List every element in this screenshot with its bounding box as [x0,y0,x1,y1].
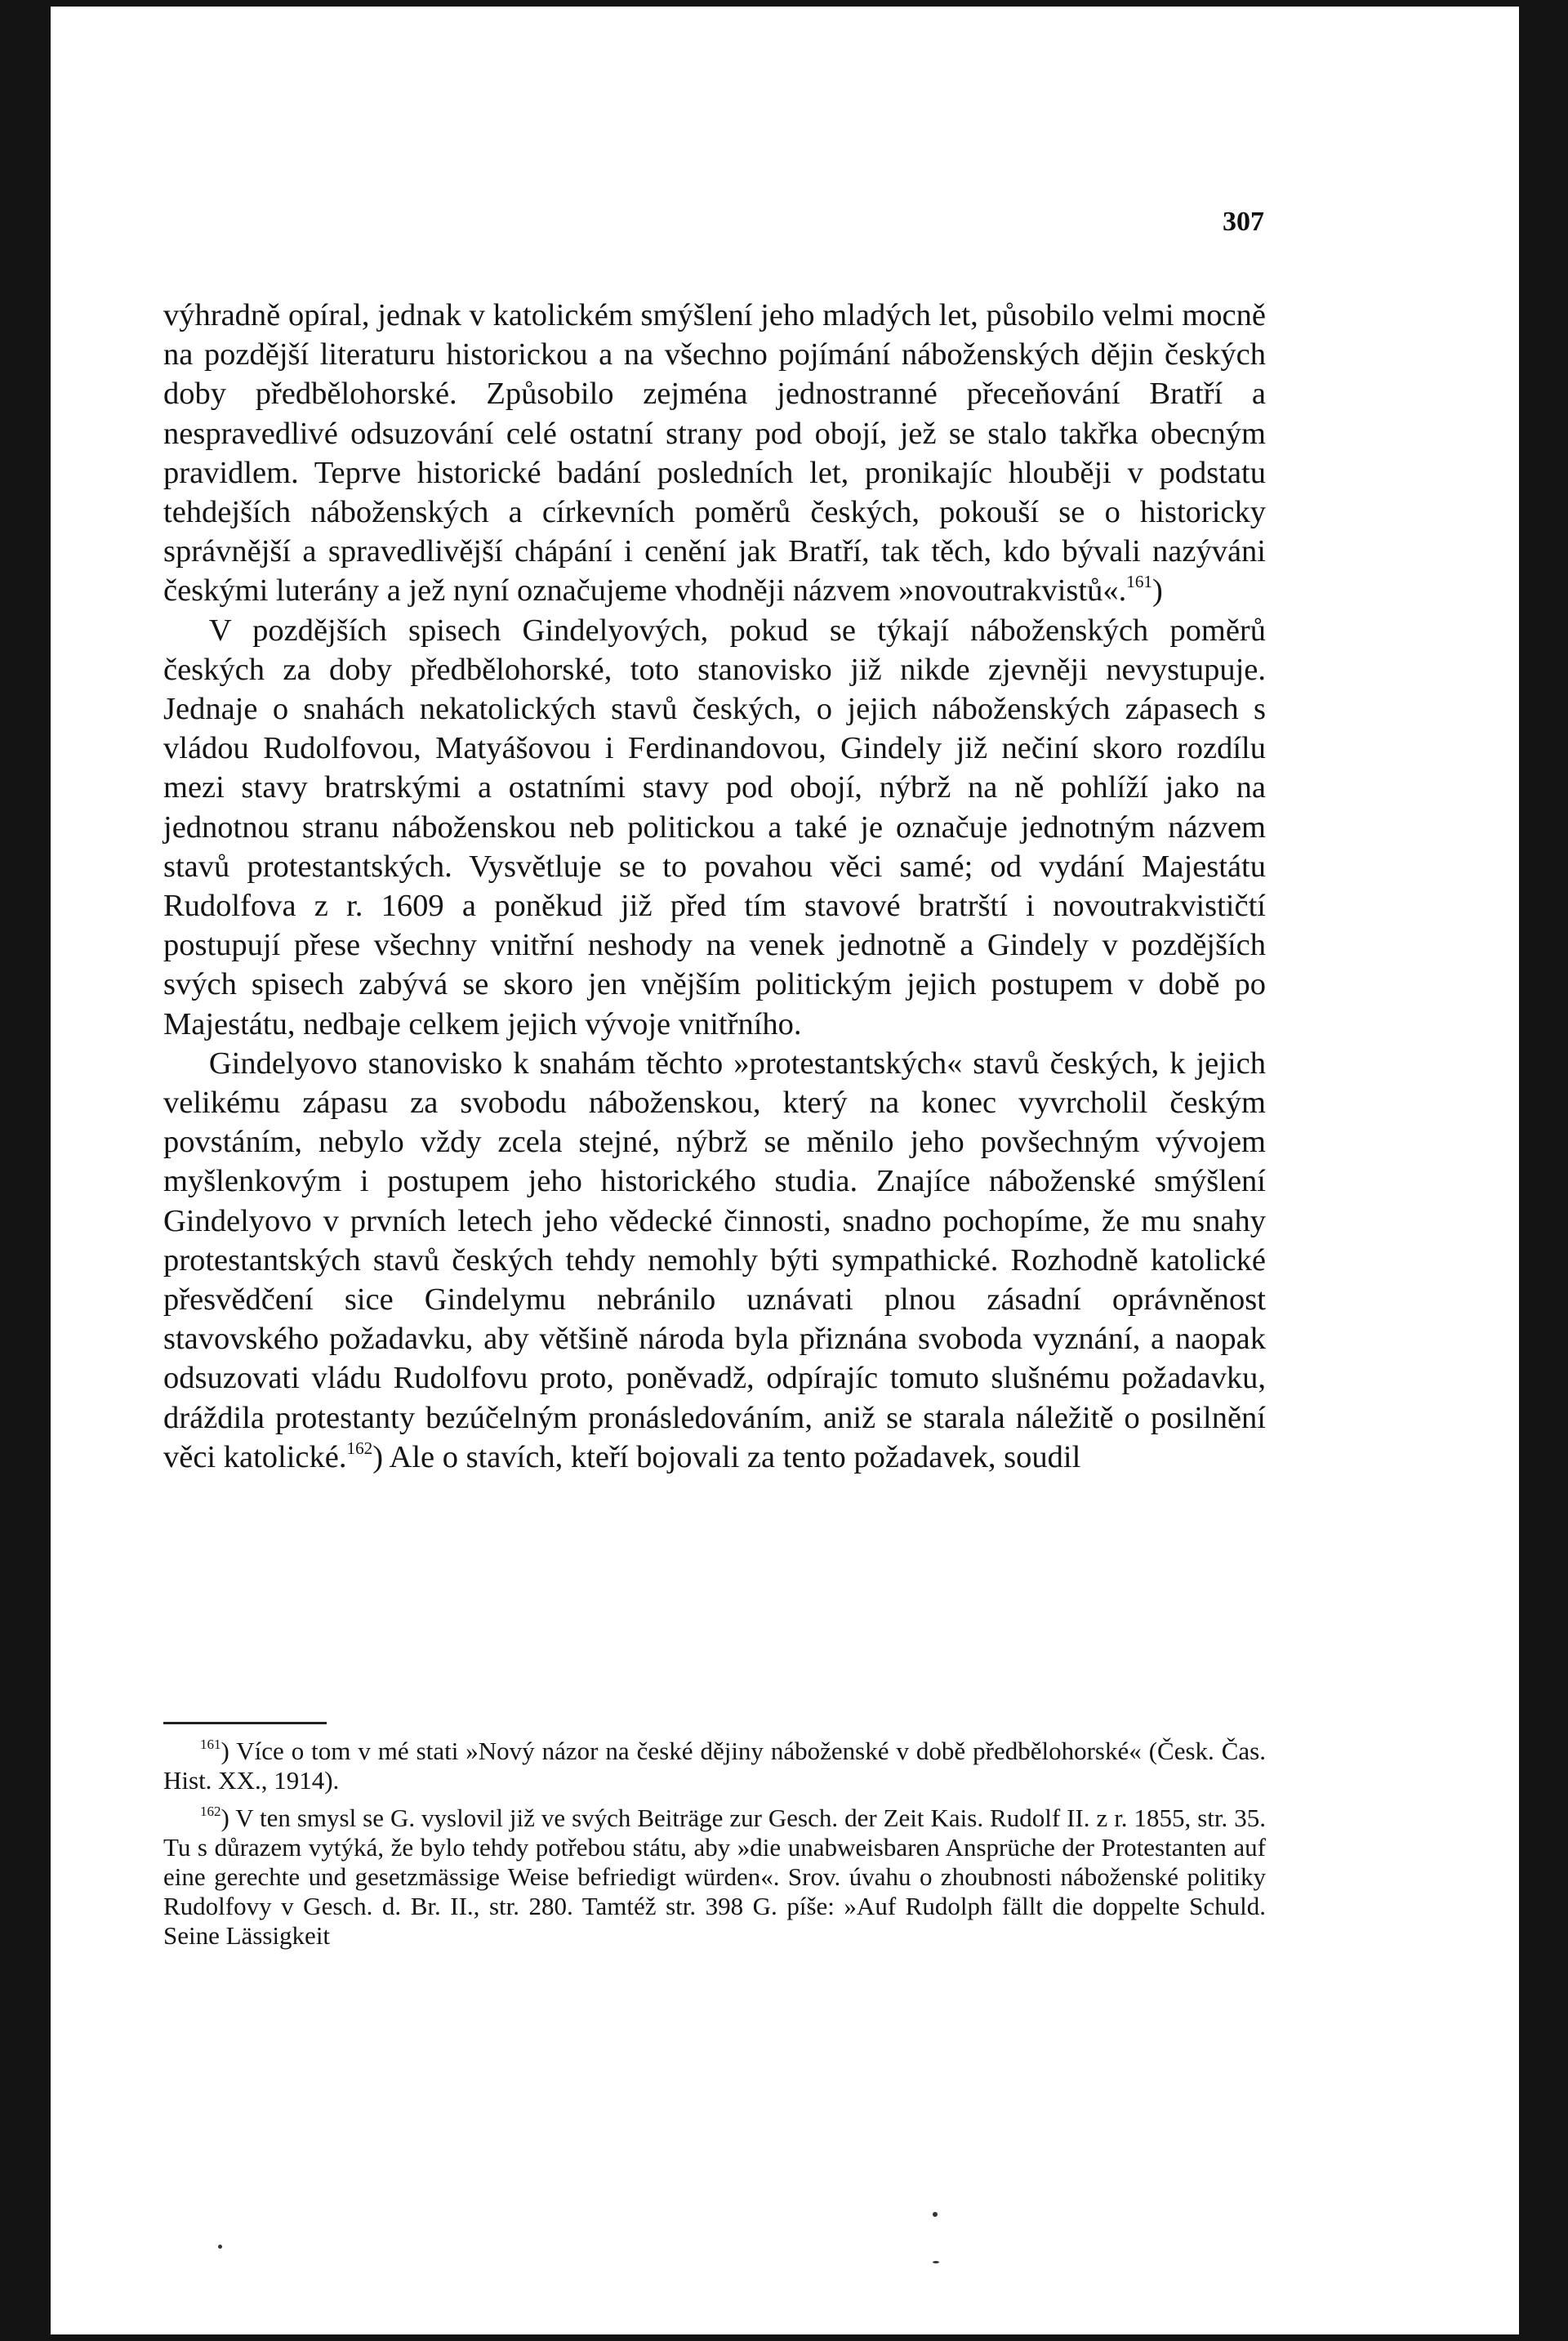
paragraph: V pozdějších spisech Gindelyových, pokud se týkají náboženských poměrů českých za doby předbělohorské, toto stanovisko již nikde zjevněji nevystupuje. Jednaje o snahách nekatolických stavů českých, o jejich náboženských zápasech s vládou Rudolfovou, Matyášovou i Ferdinandovou, Gindely již nečiní skoro rozdílu mezi stavy bratrskými a ostatními stavy pod obojí, nýbrž na ně pohlíží jako na jednotnou stranu náboženskou neb politickou a také je označuje jednotným názvem stavů protestantských. Vysvětluje se to povahou věci samé; od vydání Majestátu Rudolfova z r. 1609 a poněkud již před tím stavové bratrští i novoutrakvističtí postupují přese všechny vnitřní neshody na venek jednotně a Gindely v pozdějších svých spisech zabývá se skoro jen vnějším politickým jejich postupem v době po Majestátu, nedbaje celkem jejich vývoje vnitřního. [163,613,1266,1041]
footnote-reference[interactable]: 161 [1126,572,1152,592]
paragraph: Gindelyovo stanovisko k snahám těchto »protestantských« stavů českých, k jejich velikému zápasu za svobodu náboženskou, který na konec vyvrcholil českým povstáním, nebylo vždy zcela stejné, nýbrž se měnilo jeho povšechným vývojem myšlenkovým i postupem jeho historického studia. Znajíce náboženské smýšlení Gindelyovo v prvních letech jeho vědecké činnosti, snadno pochopíme, že mu snahy protestantských stavů českých tehdy nemohly býti sympathické. Rozhodně katolické přesvědčení sice Gindelymu nebránilo uznávati plnou zásadní oprávněnost stavovského požadavku, aby většině národa byla přiznána svoboda vyznání, a naopak odsuzovati vládu Rudolfovu proto, poněvadž, odpírajíc tomuto slušnému požadavku, dráždila protestanty bezúčelným pronásledováním, aniž se starala náležitě o posilnění věci katolické.$^{162}$) Ale o stavích, kteří bojovali za tento požadavek, soudil [163,1046,1266,1474]
page-number: 307 [1223,207,1264,237]
scan-speck [933,2261,939,2263]
paragraph: výhradně opíral, jednak v katolickém smýšlení jeho mladých let, působilo velmi mocně na pozdější literaturu historickou a na všechno pojímání náboženských dějin českých doby předbělohorské. Způsobilo zejména jednostranné přeceňování Bratří a nespravedlivé odsuzování celé ostatní strany pod obojí, jež se stalo takřka obecným pravidlem. Teprve historické badání posledních let, pronikajíc hlouběji v podstatu tehdejších náboženských a církevních poměrů českých, pokouší se o historicky správnější a spravedlivější chápání i cenění jak Bratří, tak těch, kdo bývali nazýváni českými luterány a jež nyní označujeme vhodněji názvem »novoutrakvistů«.$^{161}$) [163,298,1266,609]
footnote-mark: 162 [199,1804,221,1820]
footnote: $^{161}$) Více o tom v mé stati »Nový názor na české dějiny náboženské v době předbělohorské« (Česk. Čas. Hist. XX., 1914). [163,1737,1266,1795]
footnote: $^{162}$) V ten smysl se G. vyslovil již ve svých Beiträge zur Gesch. der Zeit Kais. Rudolf II. z r. 1855, str. 35. Tu s důrazem vytýká, že bylo tehdy potřebou státu, aby »die unabweisbaren Ansprüche der Protestanten auf eine gerechte und gesetzmässige Weise befriedigt würden«. Srov. úvahu o zhoubnosti náboženské politiky Rudolfovy v Gesch. d. Br. II., str. 280. Tamtéž str. 398 G. píše: »Auf Rudolph fällt die doppelte Schuld. Seine Lässigkeit [163,1804,1266,1950]
footnotes [163,1737,1266,1959]
scan-speck [218,2245,222,2249]
body-text [163,296,1266,1477]
footnote-divider [163,1722,327,1724]
footnote-mark: 161 [199,1737,221,1753]
book-page [51,7,1519,2334]
footnote-reference[interactable]: 162 [346,1438,373,1459]
scan-speck [933,2212,938,2217]
